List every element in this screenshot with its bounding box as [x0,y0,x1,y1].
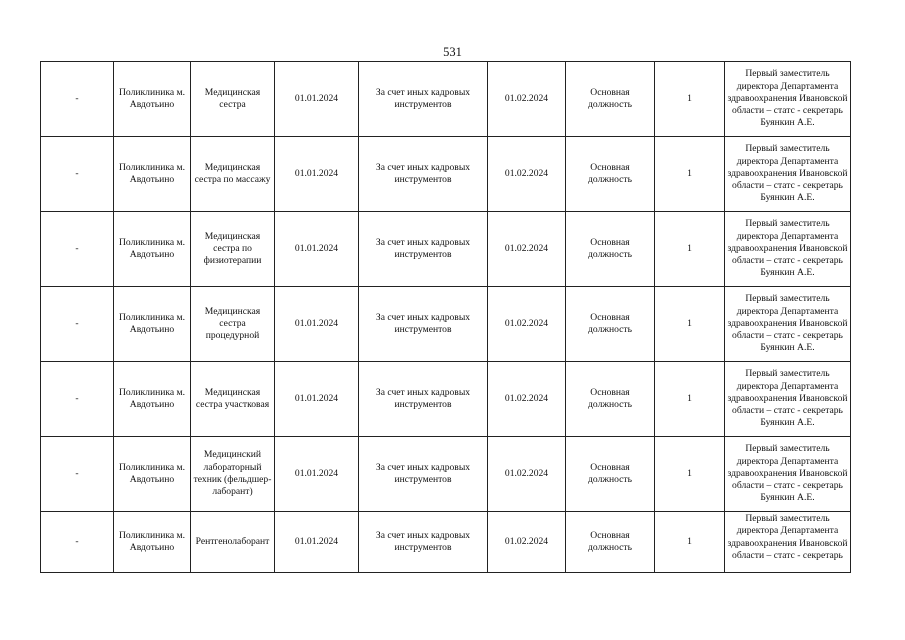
cell-end-date: 01.02.2024 [488,287,566,362]
table-row [41,437,851,512]
cell-funding: За счет иных кадровых инструментов [359,287,488,362]
page-number: 531 [443,45,462,59]
cell-funding: За счет иных кадровых инструментов [359,437,488,512]
staffing-table [40,61,851,573]
table-row [41,287,851,362]
cell-start-date: 01.01.2024 [275,512,359,573]
table-row [41,212,851,287]
cell-clinic: Поликлиника м. Авдотьино [114,287,191,362]
cell-funding: За счет иных кадровых инструментов [359,512,488,573]
cell-end-date: 01.02.2024 [488,437,566,512]
cell-dash: - [41,437,114,512]
cell-end-date: 01.02.2024 [488,212,566,287]
cell-position: Медицинский лабораторный техник (фельдшер-лаборант) [191,437,275,512]
cell-position: Медицинская сестра [191,62,275,137]
cell-clinic: Поликлиника м. Авдотьино [114,137,191,212]
cell-clinic: Поликлиника м. Авдотьино [114,212,191,287]
cell-clinic: Поликлиника м. Авдотьино [114,437,191,512]
cell-responsible: Первый заместитель директора Департамента здравоохранения Ивановской области – статс - секретарь Буянкин А.Е. [725,212,851,287]
table-row [41,62,851,137]
cell-responsible: Первый заместитель директора Департамента здравоохранения Ивановской области – статс - секретарь Буянкин А.Е. [725,287,851,362]
cell-dash: - [41,512,114,573]
cell-post-type: Основная должность [566,212,655,287]
cell-end-date: 01.02.2024 [488,512,566,573]
cell-end-date: 01.02.2024 [488,362,566,437]
cell-clinic: Поликлиника м. Авдотьино [114,362,191,437]
cell-start-date: 01.01.2024 [275,437,359,512]
cell-count: 1 [655,137,725,212]
cell-clinic: Поликлиника м. Авдотьино [114,62,191,137]
cell-responsible: Первый заместитель директора Департамента здравоохранения Ивановской области – статс - секретарь Буянкин А.Е. [725,62,851,137]
cell-start-date: 01.01.2024 [275,62,359,137]
cell-dash: - [41,62,114,137]
cell-position: Медицинская сестра процедурной [191,287,275,362]
cell-position: Медицинская сестра участковая [191,362,275,437]
table-row [41,137,851,212]
cell-dash: - [41,137,114,212]
cell-post-type: Основная должность [566,287,655,362]
cell-count: 1 [655,212,725,287]
cell-post-type: Основная должность [566,137,655,212]
table-row [41,362,851,437]
cell-dash: - [41,212,114,287]
cell-responsible: Первый заместитель директора Департамента здравоохранения Ивановской области – статс - секретарь Буянкин А.Е. [725,437,851,512]
cell-start-date: 01.01.2024 [275,287,359,362]
cell-responsible: Первый заместитель директора Департамента здравоохранения Ивановской области – статс - секретарь Буянкин А.Е. [725,362,851,437]
cell-count: 1 [655,287,725,362]
cell-end-date: 01.02.2024 [488,62,566,137]
cell-funding: За счет иных кадровых инструментов [359,62,488,137]
cell-dash: - [41,287,114,362]
cell-count: 1 [655,437,725,512]
cell-start-date: 01.01.2024 [275,137,359,212]
cell-post-type: Основная должность [566,512,655,573]
table-body [41,62,851,573]
cell-dash: - [41,362,114,437]
cell-end-date: 01.02.2024 [488,137,566,212]
cell-funding: За счет иных кадровых инструментов [359,362,488,437]
cell-clinic: Поликлиника м. Авдотьино [114,512,191,573]
cell-count: 1 [655,512,725,573]
cell-responsible: Первый заместитель директора Департамента здравоохранения Ивановской области – статс - секретарь [725,512,851,573]
cell-position: Медицинская сестра по массажу [191,137,275,212]
cell-responsible: Первый заместитель директора Департамента здравоохранения Ивановской области – статс - секретарь Буянкин А.Е. [725,137,851,212]
cell-count: 1 [655,62,725,137]
cell-funding: За счет иных кадровых инструментов [359,212,488,287]
cell-position: Рентгенолаборант [191,512,275,573]
cell-funding: За счет иных кадровых инструментов [359,137,488,212]
cell-start-date: 01.01.2024 [275,362,359,437]
cell-position: Медицинская сестра по физиотерапии [191,212,275,287]
cell-post-type: Основная должность [566,62,655,137]
table-row [41,512,851,573]
cell-post-type: Основная должность [566,437,655,512]
cell-start-date: 01.01.2024 [275,212,359,287]
cell-count: 1 [655,362,725,437]
cell-post-type: Основная должность [566,362,655,437]
